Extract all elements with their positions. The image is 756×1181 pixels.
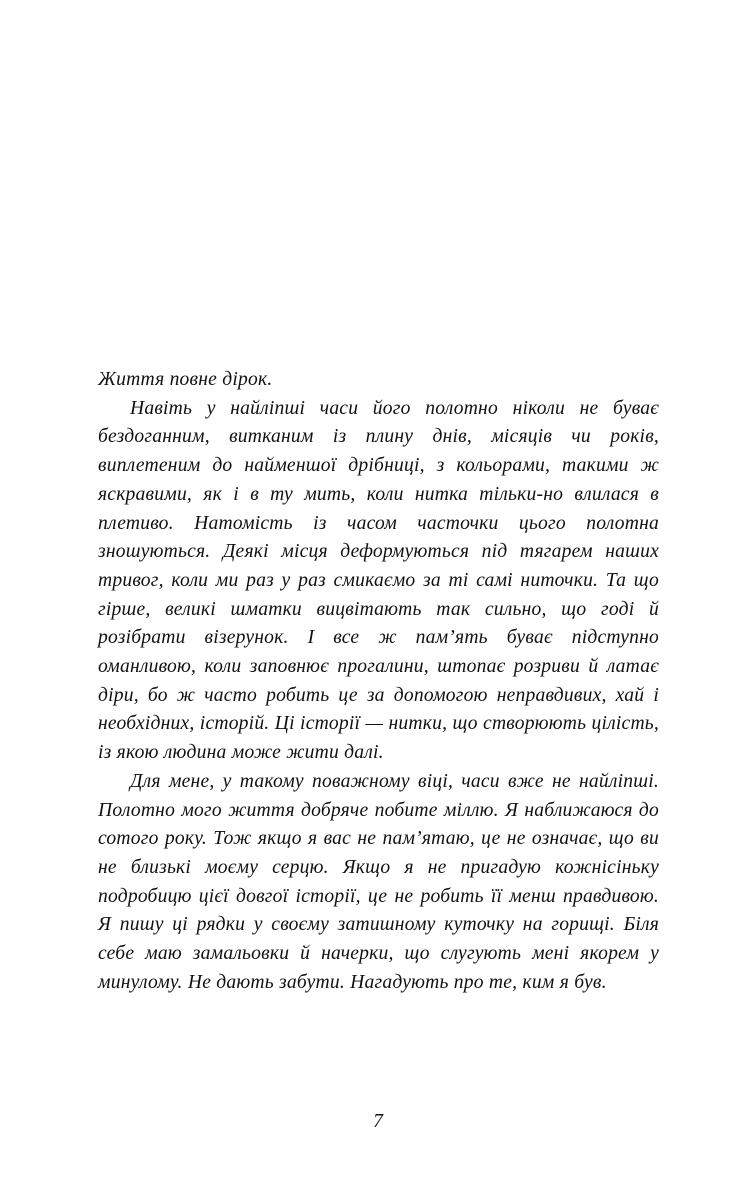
paragraph-2: Навіть у найліпші часи його полотно ніколи не буває бездоганним, витканим із плину днів, місяців чи років, виплетеним до найменшої дрібниці, з кольорами, такими ж яскравими, як і в ту мить, коли нитка тільки-но влилася в плетиво. Натомість із часом часточки цього полотна зношуються. Деякі місця деформуються під тягарем наших тривог, коли ми раз у раз смикаємо за ті самі ниточки. Та що гірше, великі шматки вицвітають так сильно, що годі й розібрати візерунок. І все ж пам’ять буває підступно оманливою, коли заповнює прогалини, штопає розриви й латає діри, бо ж часто робить це за допомогою неправдивих, хай і необхідних, історій. Ці історії — нитки, що створюють цілість, із якою людина може жити далі. bbox=[98, 397, 659, 764]
paragraph-1: Життя повне дірок. bbox=[98, 369, 273, 390]
paragraph-3: Для мене, у такому поважному віці, часи вже не найліпші. Полотно мого життя добряче побите міллю. Я наближаюся до сотого року. Тож якщо я вас не пам’ятаю, це не означає, що ви не близькі моєму серцю. Якщо я не пригадую кожнісіньку подробицю цієї довгої історії, це не робить її менш правдивою. Я пишу ці рядки у своєму затишному куточку на горищі. Біля себе маю замальовки й начерки, що слугують мені якорем у минулому. Не дають забути. Нагадують про те, ким я був. bbox=[98, 770, 659, 993]
page-number: 7 bbox=[373, 1111, 383, 1132]
body-text-block bbox=[98, 366, 659, 997]
